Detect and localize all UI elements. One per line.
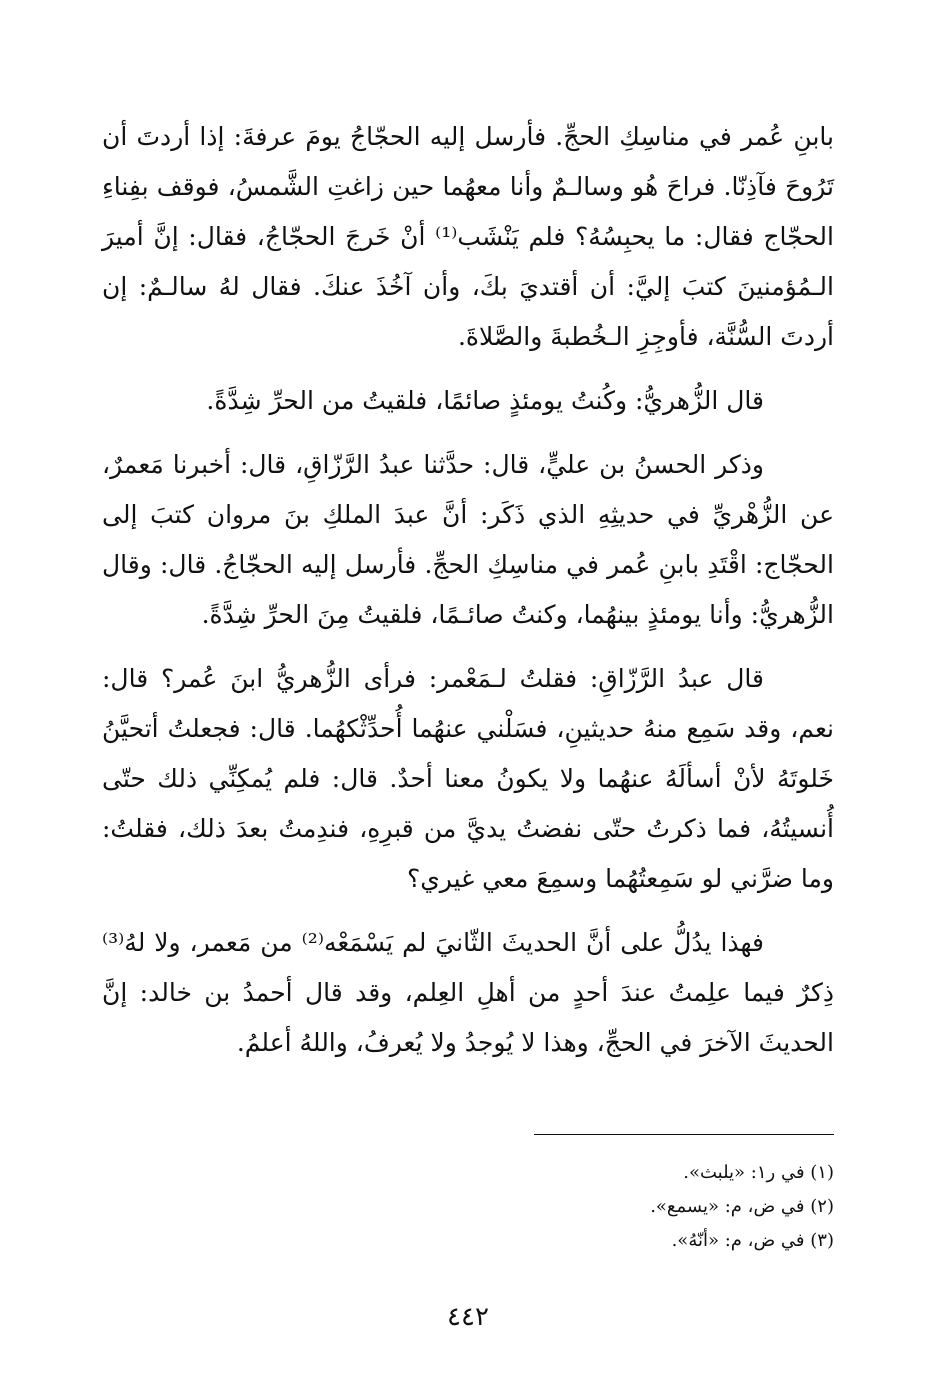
page-number: ٤٤٢ [447, 1302, 489, 1332]
footnote-2: (٢) في ض، م: «يسمع». [650, 1196, 834, 1217]
paragraph-2: قال الزُّهريُّ: وكُنتُ يومئذٍ صائمًا، فلقيتُ من الحرِّ شِدَّةً. [206, 386, 764, 415]
footnotes [102, 1156, 834, 1258]
footnote-1: (١) في ر١: «يلبث». [683, 1162, 834, 1183]
paragraph-1: بابنِ عُمر في مناسِكِ الحجِّ. فأرسل إليه الحجّاجُ يومَ عرفةَ: إذا أردتَ أن تَرُوحَ فآذِنّا. فراحَ هُو وسالـمٌ وأنا معهُما حين زاغتِ الشَّمسُ، فوقف بفِناءِ الحجّاج فقال: ما يحبِسُهُ؟ فلم يَنْشَب⁽¹⁾ أنْ خَرجَ الحجّاجُ، فقال: إنَّ أميرَ الـمُؤمنينَ كتبَ إليَّ: أن أقتديَ بكَ، وأن آخُذَ عنكَ. فقال لهُ سالـمٌ: إن أردتَ السُّنَّة، فأوجِزِ الـخُطبةَ والصَّلاةَ. [102, 122, 834, 351]
main-text [102, 112, 834, 1068]
footnote-divider [534, 1134, 834, 1135]
footnote-3: (٣) في ض، م: «أنّهُ». [671, 1230, 834, 1251]
paragraph-4: قال عبدُ الرَّزّاقِ: فقلتُ لـمَعْمر: فرأى الزُّهريُّ ابنَ عُمر؟ قال: نعم، وقد سَمِع منهُ حديثينِ، فسَلْني عنهُما أُحدِّثْكهُما. قال: فجعلتُ أتحيَّنُ خَلوتَهُ لأنْ أسألَهُ عنهُما ولا يكونُ معنا أحدٌ. قال: فلم يُمكِنِّي ذلك حتّى أُنسيتُهُ، فما ذكرتُ حتّى نفضتُ يديَّ من قبرِهِ، فندِمتُ بعدَ ذلك، فقلتُ: وما ضرَّني لو سَمِعتُهُما وسمِعَ معي غيري؟ [102, 664, 834, 893]
paragraph-3: وذكر الحسنُ بن عليٍّ، قال: حدَّثنا عبدُ الرَّزّاقِ، قال: أخبرنا مَعمرٌ، عن الزُّهْريِّ في حديثِهِ الذي ذَكَر: أنَّ عبدَ الملكِ بنَ مروان كتبَ إلى الحجّاج: اقْتَدِ بابنِ عُمر في مناسِكِ الحجِّ. فأرسل إليه الحجّاجُ. قال: وقال الزُّهريُّ: وأنا يومئذٍ بينهُما، وكنتُ صائـمًا، فلقيتُ مِنَ الحرِّ شِدَّةً. [102, 450, 834, 629]
paragraph-5: فهذا يدُلُّ على أنَّ الحديثَ الثّانيَ لم يَسْمَعْه⁽²⁾ من مَعمر، ولا لهُ⁽³⁾ ذِكرٌ فيما علِمتُ عندَ أحدٍ من أهلِ العِلم، وقد قال أحمدُ بن خالد: إنَّ الحديثَ الآخرَ في الحجِّ، وهذا لا يُوجدُ ولا يُعرفُ، واللهُ أعلمُ. [102, 928, 834, 1057]
